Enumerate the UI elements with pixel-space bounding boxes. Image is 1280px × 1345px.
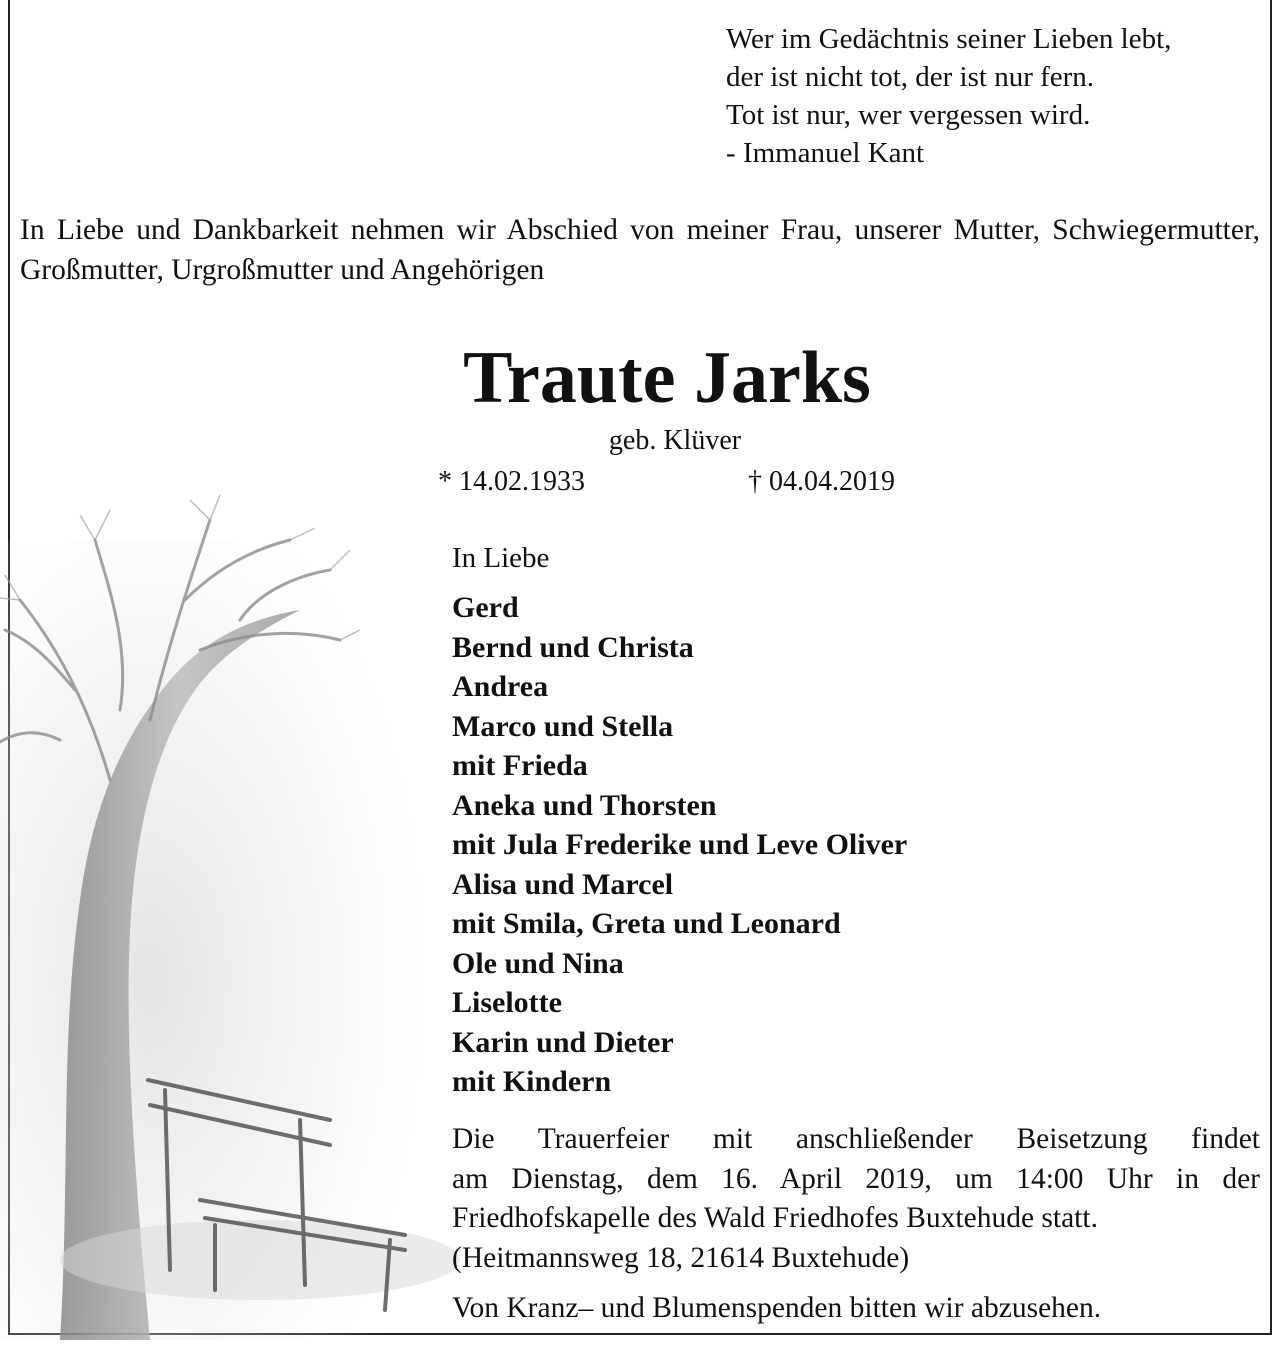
death-date: † 04.04.2019 <box>748 466 895 497</box>
intro-line: Schwiegermutter, Großmutter, Urgroßmutter und Angehörigen <box>20 214 1260 286</box>
service-line: am Dienstag, dem 16. April 2019, um 14:00 Uhr in der <box>452 1162 1260 1195</box>
mourner-name: Ole und Nina <box>452 946 624 980</box>
mourner-name: Liselotte <box>452 986 562 1019</box>
quote-author: - Immanuel Kant <box>726 137 925 169</box>
mourner-name: mit Frieda <box>452 749 588 782</box>
mourner-name: mit Smila, Greta und Leonard <box>452 907 841 940</box>
deceased-name: Traute Jarks <box>463 337 871 419</box>
service-address: (Heitmannsweg 18, 21614 Buxtehude) <box>452 1241 910 1274</box>
intro-text <box>20 210 1260 290</box>
service-info <box>452 1120 1260 1278</box>
epigraph-quote <box>726 20 1266 172</box>
quote-line: Wer im Gedächtnis seiner Lieben lebt, <box>726 23 1172 55</box>
mourner-name: Gerd <box>452 591 519 624</box>
mourner-name: Aneka und Thorsten <box>452 788 717 822</box>
intro-line: In Liebe und Dankbarkeit nehmen wir Abschied von meiner Frau, unserer Mutter, <box>20 214 1041 246</box>
mourner-name: Marco und Stella <box>452 709 674 743</box>
birth-date: * 14.02.1933 <box>438 466 585 497</box>
mourner-name: Alisa und Marcel <box>452 867 674 901</box>
mourners-list <box>452 588 907 1102</box>
mourner-name: Andrea <box>452 670 549 703</box>
mourner-name: Bernd und Christa <box>452 630 694 664</box>
mourner-name: mit Kindern <box>452 1065 612 1098</box>
mourner-name: mit Jula Frederike und Leve Oliver <box>452 828 908 861</box>
mourners-heading: In Liebe <box>452 542 550 574</box>
maiden-name: geb. Klüver <box>608 425 742 456</box>
mourner-name: Karin und Dieter <box>452 1025 674 1059</box>
service-line: Friedhofskapelle des Wald Friedhofes Buxtehude statt. <box>452 1202 1098 1234</box>
tree-and-bench-sketch-icon <box>0 480 460 1340</box>
donation-note: Von Kranz– und Blumenspenden bitten wir abzusehen. <box>452 1292 1102 1324</box>
quote-line: Tot ist nur, wer vergessen wird. <box>726 99 1091 131</box>
quote-line: der ist nicht tot, der ist nur fern. <box>726 61 1095 93</box>
service-line: Die Trauerfeier mit anschließender Beisetzung findet <box>452 1123 1260 1155</box>
